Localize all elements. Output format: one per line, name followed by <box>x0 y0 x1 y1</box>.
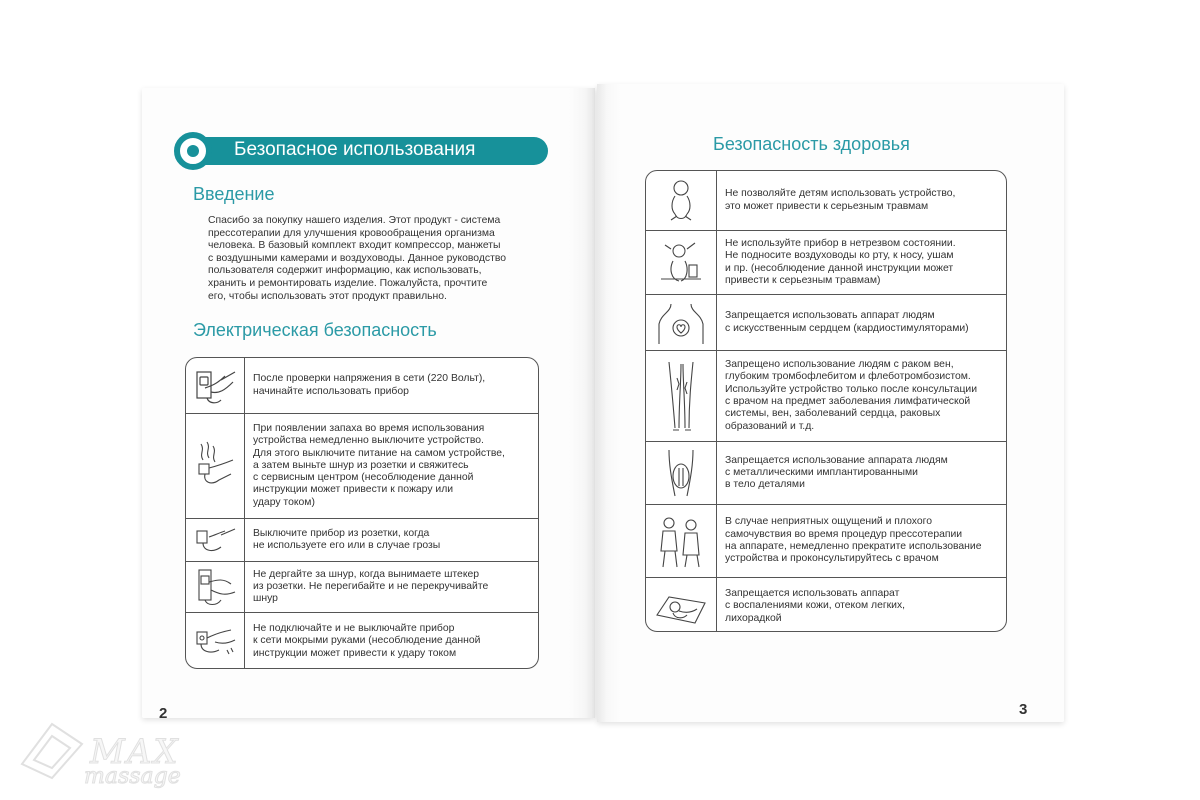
table-row <box>646 351 1006 442</box>
row-line: Запрещается использовать аппарат <box>725 588 900 600</box>
legs-veins-icon <box>646 351 717 441</box>
row-line: Запрещено использование людям с раком вен, <box>725 359 954 371</box>
row-text <box>717 505 990 577</box>
row-line: глубоким тромбофлебитом и флеботромбозистом. <box>725 371 971 383</box>
table-row <box>186 414 538 519</box>
table-row <box>646 578 1006 632</box>
page-number: 2 <box>159 705 168 722</box>
child-icon <box>646 171 717 230</box>
row-line: привести к серьезным травмам) <box>725 274 881 286</box>
doctor-consult-icon <box>646 505 717 577</box>
electric-safety-table <box>185 357 539 669</box>
table-row <box>646 505 1006 578</box>
cord-pull-icon <box>186 562 245 612</box>
table-row <box>186 613 538 669</box>
left-page <box>142 88 595 722</box>
intro-line: хранить и ремонтировать изделие. Пожалуйста, прочтите <box>208 277 488 289</box>
table-row <box>646 295 1006 351</box>
sick-person-icon <box>646 578 717 632</box>
row-line: не используете его или в случае грозы <box>253 540 441 551</box>
row-line: с воспалениями кожи, отеком легких, <box>725 600 906 612</box>
row-line: в тело деталями <box>725 479 805 491</box>
row-line: системы, вен, заболеваний сердца, раковых <box>725 408 941 420</box>
row-line: шнур <box>253 593 278 605</box>
table-row <box>186 519 538 562</box>
row-line: самочувствия во время процедур прессотерапии <box>725 528 963 540</box>
intro-paragraph <box>208 215 538 303</box>
row-text <box>245 562 496 612</box>
row-line: лихорадкой <box>725 612 782 624</box>
socket-plug-icon <box>186 358 245 413</box>
row-text <box>717 171 963 230</box>
row-line: это может привести к серьезным травмам <box>725 200 929 212</box>
target-ring-icon <box>174 132 212 170</box>
row-text <box>717 295 977 350</box>
row-line: При появлении запаха во время использования <box>253 422 485 434</box>
banner-title: Безопасное использования <box>234 139 476 160</box>
intro-line: человека. В базовый комплект входит компрессор, манжеты <box>208 240 501 252</box>
row-line: из розетки. Не перегибайте и не перекручивайте <box>253 580 489 592</box>
row-line: с врачом на предмет заболевания лимфатической <box>725 396 971 407</box>
row-line: Для этого выключите питание на самом устройстве, <box>253 447 505 459</box>
row-line: инструкции может привести к удару током <box>253 647 457 659</box>
brochure-spread <box>142 80 1064 730</box>
row-line: устройства немедленно выключите устройство. <box>253 435 484 447</box>
watermark-brand-top: MAX <box>90 732 180 772</box>
unplug-icon <box>186 519 245 561</box>
row-line: Не подключайте и не выключайте прибор <box>253 623 455 635</box>
page-number: 3 <box>1019 701 1028 718</box>
row-text <box>245 519 448 561</box>
row-line: Запрещается использовать аппарат людям <box>725 310 935 322</box>
electric-safety-heading: Электрическая безопасность <box>193 320 437 340</box>
pacemaker-icon <box>646 295 717 350</box>
row-line: начинайте использовать прибор <box>253 385 409 397</box>
row-line: Не используйте прибор в нетрезвом состоянии. <box>725 237 956 249</box>
health-safety-table <box>645 170 1007 632</box>
row-line: В случае неприятных ощущений и плохого <box>725 516 932 528</box>
row-line: Используйте устройство только после консультации <box>725 383 978 395</box>
table-row <box>646 442 1006 505</box>
row-line: Не позволяйте детям использовать устройство, <box>725 188 956 200</box>
table-row <box>186 358 538 414</box>
metal-implant-icon <box>646 442 717 504</box>
intro-heading: Введение <box>193 184 275 204</box>
row-line: а затем выньте шнур из розетки и свяжитесь <box>253 459 469 471</box>
row-line: устройства и проконсультируйтесь с врачом <box>725 553 939 565</box>
row-line: с сервисным центром (несоблюдение данной <box>253 472 474 484</box>
row-line: После проверки напряжения в сети (220 Вольт), <box>253 373 486 385</box>
watermark-brand-bottom: massage <box>84 764 181 789</box>
smoking-socket-icon <box>186 414 245 518</box>
row-line: и пр. (несоблюдение данной инструкции может <box>725 262 954 274</box>
row-line: образований и т.д. <box>725 420 815 432</box>
intro-line: Спасибо за покупку нашего изделия. Этот продукт - система <box>208 215 501 226</box>
row-text <box>717 231 964 294</box>
row-text <box>717 578 913 632</box>
row-line: с металлическими имплантированными <box>725 466 918 478</box>
intro-line: его, чтобы использовать этот продукт правильно. <box>208 290 447 302</box>
row-line: инструкции может привести к пожару или <box>253 484 454 496</box>
intro-line: с воздушными камерами и воздуховоды. Данное руководство <box>208 252 507 264</box>
table-row <box>186 562 538 613</box>
row-text <box>717 442 956 504</box>
wet-hands-icon <box>186 613 245 669</box>
row-text <box>245 358 493 413</box>
row-line: Запрещается использование аппарата людям <box>725 454 948 466</box>
intro-line: прессотерапии для улучшения кровообращения организма <box>208 227 495 239</box>
table-row <box>646 231 1006 295</box>
row-text <box>245 613 488 669</box>
row-line: Не подносите воздуховоды ко рту, к носу, ушам <box>725 250 954 262</box>
right-page <box>597 84 1064 722</box>
row-text <box>717 351 985 441</box>
row-line: Не дергайте за шнур, когда вынимаете штекер <box>253 568 480 580</box>
row-line: на аппарате, немедленно прекратите использование <box>725 541 982 552</box>
table-row <box>646 171 1006 231</box>
row-line: к сети мокрыми руками (несоблюдение данной <box>253 635 481 647</box>
section-banner <box>174 136 548 166</box>
row-line: удару током) <box>253 496 315 508</box>
row-line: Выключите прибор из розетки, когда <box>253 527 430 539</box>
row-text <box>245 414 513 518</box>
health-safety-heading: Безопасность здоровья <box>713 134 910 154</box>
drunk-person-icon <box>646 231 717 294</box>
max-massage-watermark-logo <box>12 706 192 792</box>
row-line: с искусственным сердцем (кардиостимуляторами) <box>725 322 969 334</box>
intro-line: пользователя содержит информацию, как использовать, <box>208 265 482 277</box>
